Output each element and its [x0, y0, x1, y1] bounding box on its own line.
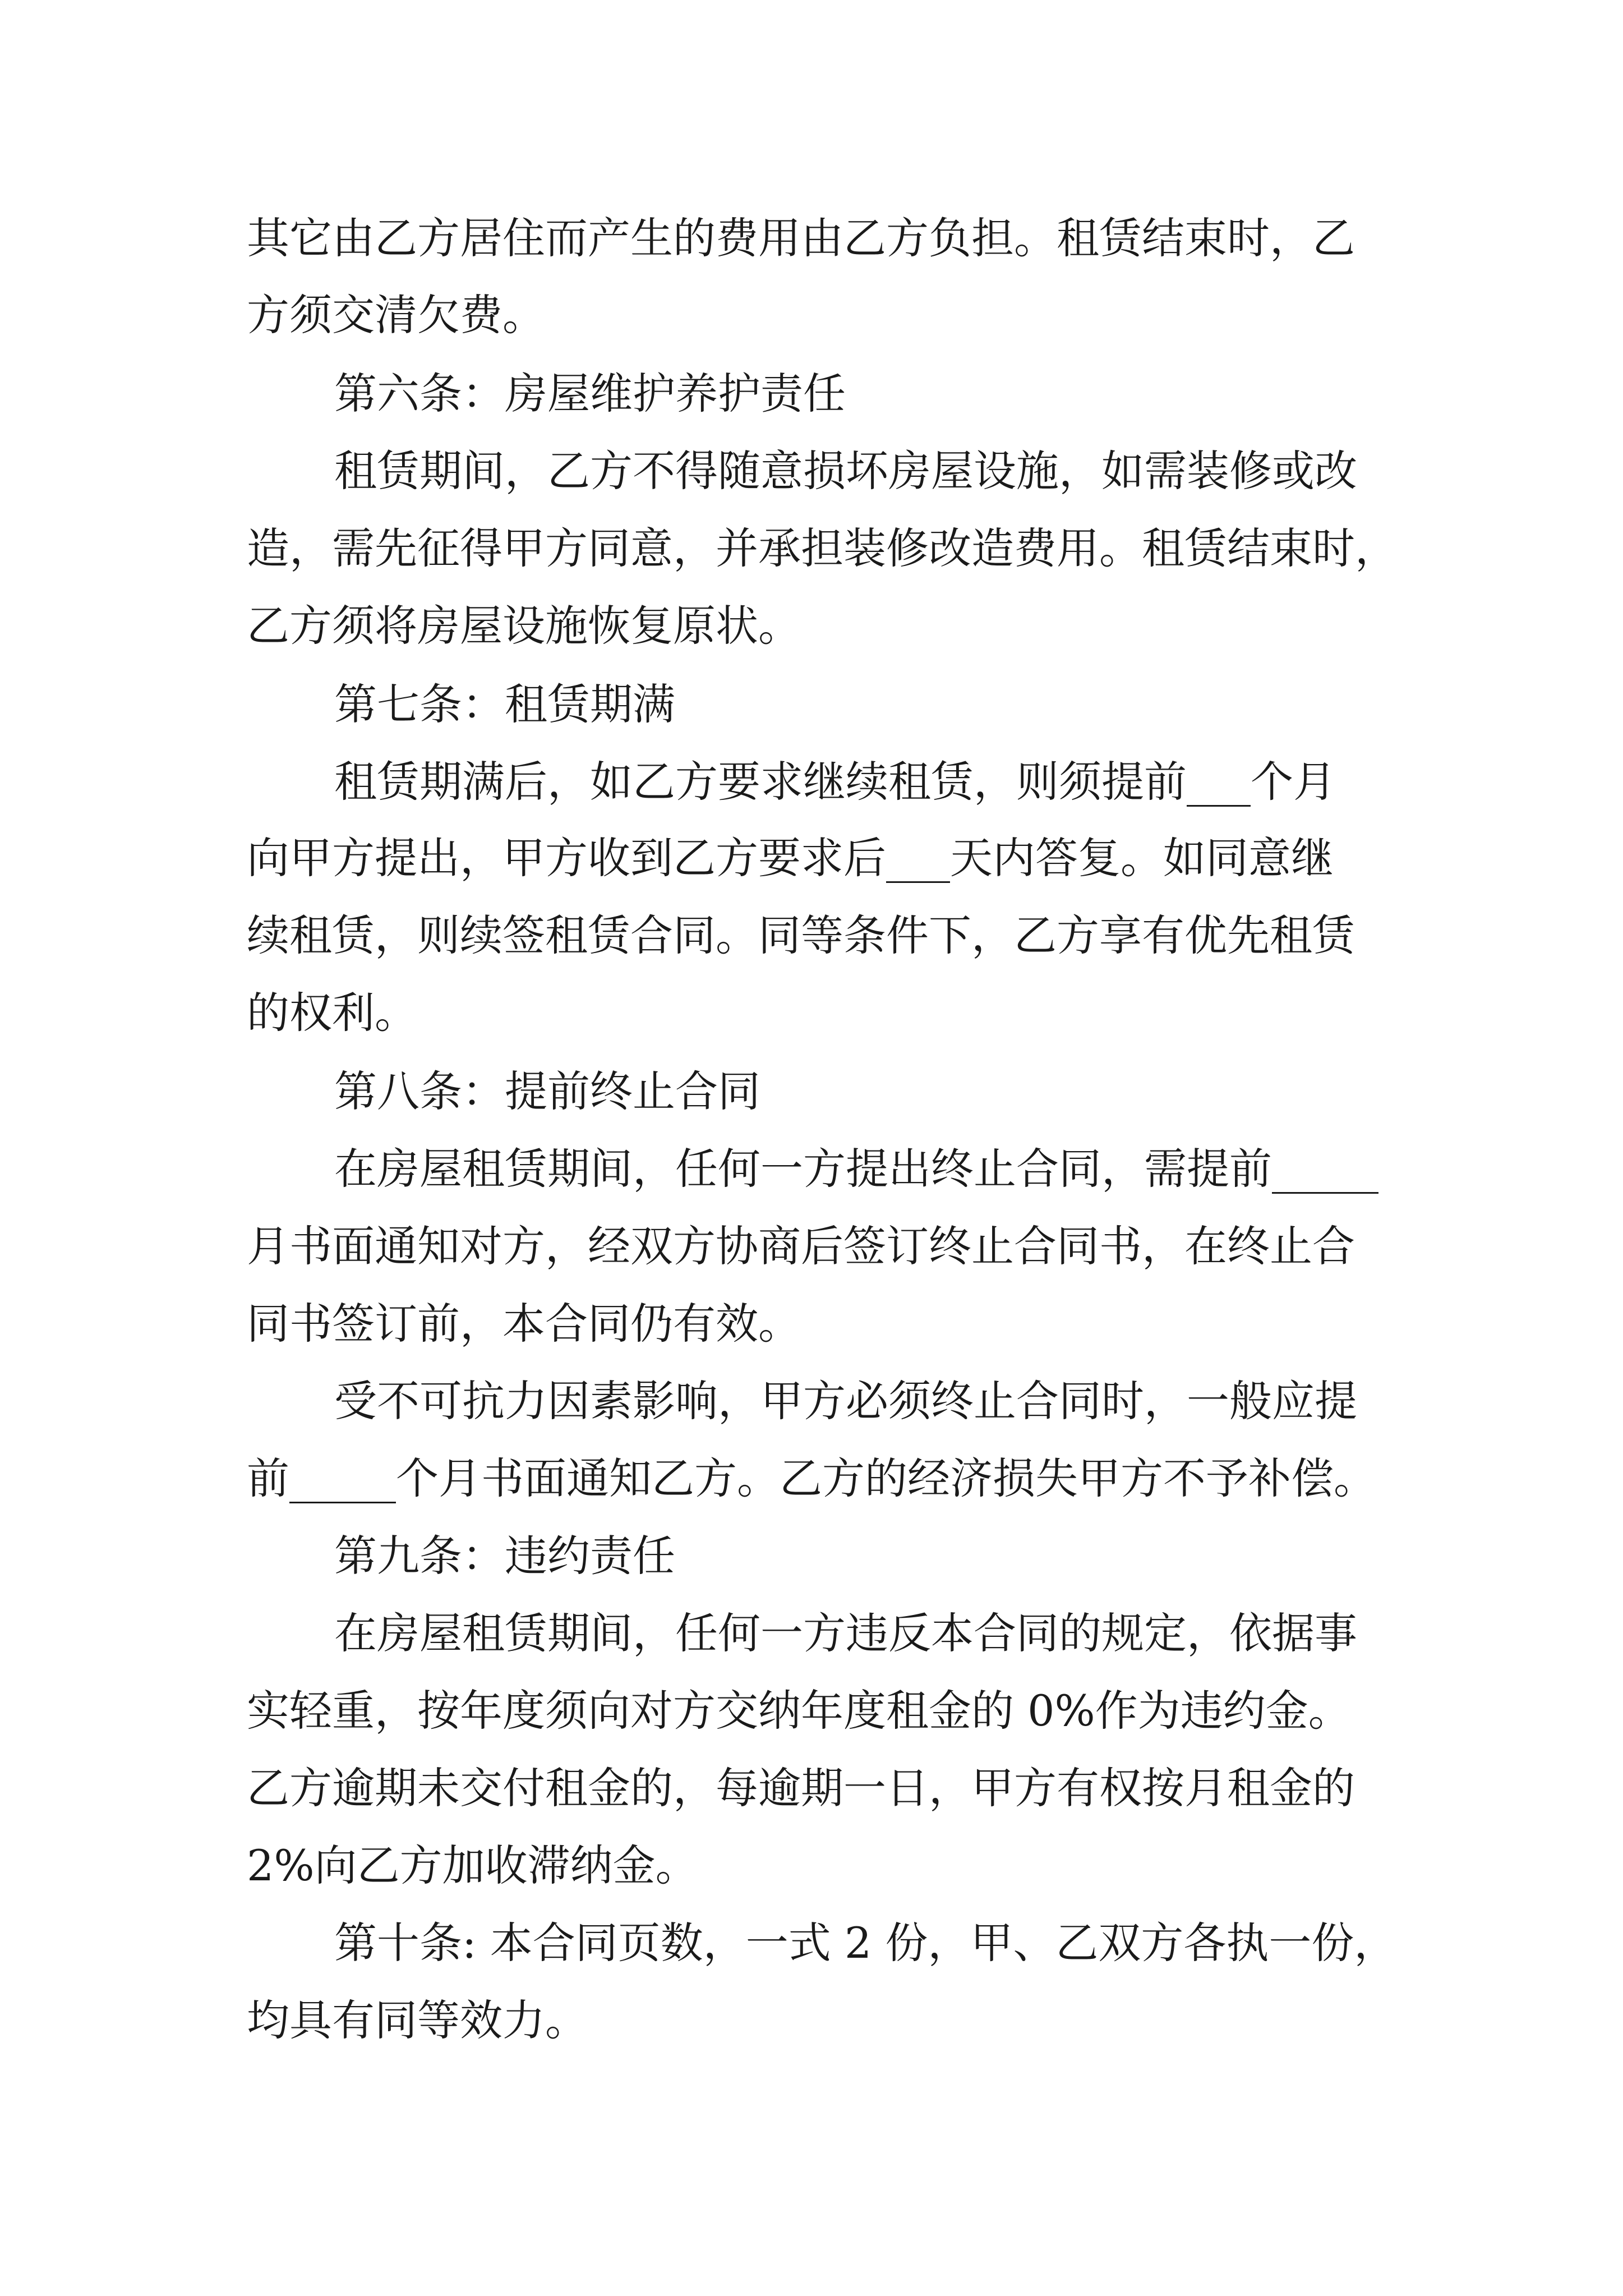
paragraph-line: 其它由乙方居住而产生的费用由乙方负担。租赁结束时，乙: [247, 213, 1355, 263]
paragraph-line: 租赁期满后，如乙方要求继续租赁，则须提前___个月: [334, 757, 1336, 807]
paragraph-line: 在房屋租赁期间，任何一方违反本合同的规定，依据事: [334, 1608, 1357, 1658]
section-heading-8: 第八条：提前终止合同: [334, 1066, 760, 1116]
paragraph-line: 均具有同等效力。: [247, 1995, 588, 2045]
section-heading-6: 第六条：房屋维护养护责任: [334, 369, 846, 418]
paragraph-line: 实轻重，按年度须向对方交纳年度租金的 0%作为违约金。: [247, 1686, 1351, 1736]
section-heading-9: 第九条：违约责任: [334, 1531, 675, 1581]
paragraph-line: 前_____个月书面通知乙方。乙方的经济损失甲方不予补偿。: [247, 1453, 1376, 1503]
section-heading-10: 第十条: 本合同页数，一式 2 份，甲、乙双方各执一份，: [334, 1918, 1397, 1968]
paragraph-line: 向甲方提出，甲方收到乙方要求后___天内答复。如同意继: [247, 833, 1334, 883]
paragraph-line: 租赁期间，乙方不得随意损坏房屋设施，如需装修或改: [334, 446, 1357, 496]
paragraph-line: 方须交清欠费。: [247, 290, 545, 340]
paragraph-line: 续租赁，则续签租赁合同。同等条件下，乙方享有优先租赁: [247, 910, 1355, 960]
paragraph-line: 同书签订前，本合同仍有效。: [247, 1299, 801, 1349]
paragraph-line: 受不可抗力因素影响，甲方必须终止合同时，一般应提: [334, 1376, 1357, 1426]
paragraph-line: 乙方须将房屋设施恢复原状。: [247, 601, 801, 651]
paragraph-line: 乙方逾期未交付租金的，每逾期一日，甲方有权按月租金的: [247, 1763, 1355, 1813]
paragraph-line: 造，需先征得甲方同意，并承担装修改造费用。租赁结束时，: [247, 523, 1398, 573]
paragraph-line: 在房屋租赁期间，任何一方提出终止合同，需提前_____: [334, 1144, 1378, 1194]
paragraph-line: 2%向乙方加收滞纳金。: [247, 1841, 698, 1890]
paragraph-line: 的权利。: [247, 988, 417, 1038]
section-heading-7: 第七条：租赁期满: [334, 679, 675, 729]
paragraph-line: 月书面通知对方，经双方协商后签订终止合同书，在终止合: [247, 1221, 1355, 1271]
